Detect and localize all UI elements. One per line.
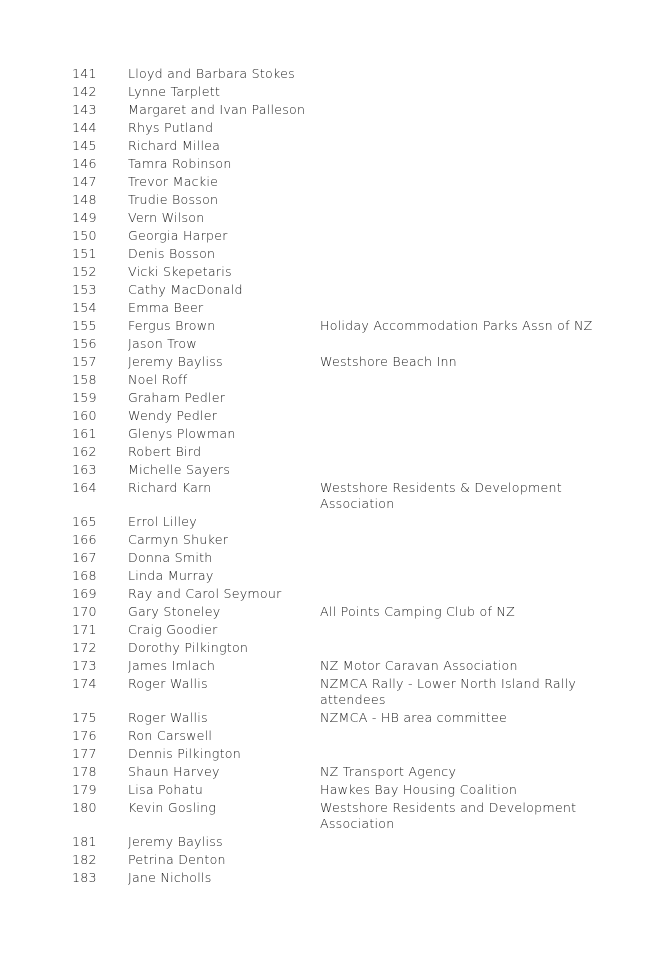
submitter-number: 157 [72,354,97,369]
submitter-name: Roger Wallis [128,710,208,725]
list-item [0,764,656,782]
list-item [0,728,656,746]
submitter-number: 160 [72,408,97,423]
submitter-number: 154 [72,300,97,315]
list-item [0,622,656,640]
submitter-number: 149 [72,210,97,225]
submitter-organisation: Hawkes Bay Housing Coalition [320,782,518,797]
list-item [0,550,656,568]
list-item [0,390,656,408]
submitter-name: Graham Pedler [128,390,226,405]
submitter-number: 172 [72,640,97,655]
submitter-organisation: NZMCA - HB area committee [320,710,507,725]
submitter-number: 143 [72,102,97,117]
submitter-number: 164 [72,480,97,495]
submitter-number: 153 [72,282,97,297]
submitter-number: 151 [72,246,97,261]
list-item [0,710,656,728]
list-item [0,676,656,710]
submitter-number: 148 [72,192,97,207]
list-item [0,264,656,282]
submitter-name: Lloyd and Barbara Stokes [128,66,295,81]
list-item [0,210,656,228]
list-item [0,318,656,336]
submitter-organisation: Westshore Beach Inn [320,354,457,369]
submitter-name: Wendy Pedler [128,408,218,423]
submitter-name: Georgia Harper [128,228,228,243]
submitter-number: 146 [72,156,97,171]
list-item [0,246,656,264]
submitter-number: 181 [72,834,97,849]
submitter-name: Linda Murray [128,568,214,583]
submitter-organisation: All Points Camping Club of NZ [320,604,515,619]
submitter-name: Gary Stoneley [128,604,221,619]
list-item [0,228,656,246]
submitter-number: 170 [72,604,97,619]
submitter-number: 168 [72,568,97,583]
list-item [0,444,656,462]
list-item [0,426,656,444]
submitter-name: Vicki Skepetaris [128,264,232,279]
submitter-name: Richard Karn [128,480,212,495]
submitter-organisation: Westshore Residents & Development Association [320,480,562,511]
submitter-number: 166 [72,532,97,547]
list-item [0,800,656,834]
submitter-name: Dorothy Pilkington [128,640,249,655]
submitter-name: Michelle Sayers [128,462,231,477]
list-item [0,84,656,102]
list-item [0,604,656,622]
submitter-name: Denis Bosson [128,246,216,261]
list-item [0,408,656,426]
submitter-name: Jason Trow [128,336,197,351]
submitter-name: James Imlach [128,658,216,673]
submitter-name: Glenys Plowman [128,426,236,441]
list-item [0,336,656,354]
submitter-number: 145 [72,138,97,153]
submitter-number: 183 [72,870,97,885]
list-item [0,640,656,658]
list-item [0,568,656,586]
submitter-name: Rhys Putland [128,120,214,135]
submitter-name: Trudie Bosson [128,192,219,207]
submitter-organisation: NZ Motor Caravan Association [320,658,518,673]
submitter-name: Vern Wilson [128,210,205,225]
submitter-name: Ray and Carol Seymour [128,586,282,601]
list-item [0,782,656,800]
submitter-number: 173 [72,658,97,673]
list-item [0,746,656,764]
list-item [0,174,656,192]
submitter-number: 175 [72,710,97,725]
submitter-number: 176 [72,728,97,743]
submitter-number: 141 [72,66,97,81]
submitter-number: 159 [72,390,97,405]
submitter-number: 167 [72,550,97,565]
submitter-number: 144 [72,120,97,135]
list-item [0,120,656,138]
submitter-number: 180 [72,800,97,815]
submitter-number: 174 [72,676,97,691]
submitter-name: Ron Carswell [128,728,213,743]
submitter-name: Lisa Pohatu [128,782,204,797]
submitter-number: 161 [72,426,97,441]
submitter-number: 155 [72,318,97,333]
list-item [0,480,656,514]
submitter-organisation: NZMCA Rally - Lower North Island Rally attendees [320,676,577,707]
list-item [0,658,656,676]
submitter-number: 179 [72,782,97,797]
submitter-name: Richard Millea [128,138,221,153]
submitter-number: 165 [72,514,97,529]
submitter-number: 162 [72,444,97,459]
submitter-name: Emma Beer [128,300,204,315]
submitter-name: Trevor Mackie [128,174,219,189]
list-item [0,834,656,852]
submitter-number: 150 [72,228,97,243]
submitter-number: 156 [72,336,97,351]
list-item [0,870,656,888]
submitter-number: 177 [72,746,97,761]
list-item [0,156,656,174]
submitter-list [0,66,656,888]
list-item [0,300,656,318]
list-item [0,852,656,870]
submitter-organisation: Holiday Accommodation Parks Assn of NZ [320,318,593,333]
submitter-name: Dennis Pilkington [128,746,241,761]
list-item [0,514,656,532]
submitter-name: Donna Smith [128,550,213,565]
list-item [0,102,656,120]
submitter-number: 158 [72,372,97,387]
submitter-name: Jeremy Bayliss [128,834,223,849]
list-item [0,462,656,480]
submitter-name: Roger Wallis [128,676,208,691]
submitter-name: Jane Nicholls [128,870,212,885]
submitter-number: 163 [72,462,97,477]
submitter-name: Lynne Tarplett [128,84,221,99]
submitter-name: Petrina Denton [128,852,226,867]
list-item [0,372,656,390]
submitter-number: 152 [72,264,97,279]
submitter-name: Carmyn Shuker [128,532,229,547]
submitter-name: Kevin Gosling [128,800,217,815]
list-item [0,192,656,210]
submitter-number: 142 [72,84,97,99]
submitter-number: 178 [72,764,97,779]
submitter-organisation: Westshore Residents and Development Association [320,800,577,831]
list-item [0,282,656,300]
submitter-name: Errol Lilley [128,514,197,529]
list-item [0,354,656,372]
list-item [0,586,656,604]
submitter-number: 182 [72,852,97,867]
submitter-name: Margaret and Ivan Palleson [128,102,306,117]
submitter-name: Shaun Harvey [128,764,220,779]
submitter-name: Noel Roff [128,372,188,387]
submitter-name: Fergus Brown [128,318,216,333]
submitter-name: Tamra Robinson [128,156,232,171]
submitter-organisation: NZ Transport Agency [320,764,457,779]
submitter-name: Robert Bird [128,444,202,459]
list-item [0,532,656,550]
submitter-number: 169 [72,586,97,601]
submitter-number: 147 [72,174,97,189]
list-item [0,66,656,84]
submitter-name: Jeremy Bayliss [128,354,223,369]
submitter-name: Cathy MacDonald [128,282,243,297]
submitter-name: Craig Goodier [128,622,218,637]
list-item [0,138,656,156]
submitter-number: 171 [72,622,97,637]
